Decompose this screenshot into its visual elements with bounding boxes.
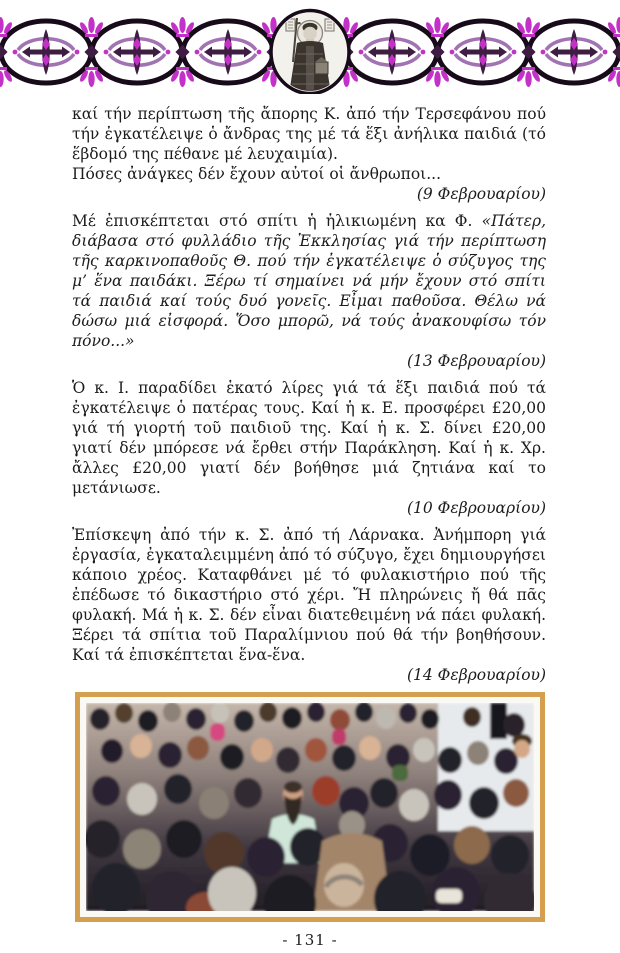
journal-entry: [72, 525, 546, 685]
entry-paragraph: [72, 211, 546, 351]
journal-entries: [72, 104, 546, 685]
entry-lead: Μέ ἐπισκέπτεται στό σπίτι ἡ ἡλικιωμένη κα Φ.: [72, 212, 482, 230]
entry-quote: «Πάτερ, διάβασα στό φυλλάδιο τῆς Ἐκκλησίας γιά τήν περίπτωση τῆς καρκινοπαθοῦς Θ. πού τήν ἐγκατέλειψε ὁ σύζυγος της μ’ ἕνα παιδάκι. Ξέρω τί σημαίνει νά μήν ἔχουν στό σπίτι τά παιδιά καί τούς δυό γονεῖς. Εἶμαι παθοῦσα. Θέλω νά δώσω μιά εἰσφορά. Ὅσο μπορῶ, νά τούς ἀνακουφίσω τόν πόνο...»: [72, 212, 546, 350]
floral-ornament-band-icon: [0, 6, 620, 94]
journal-entry: [72, 211, 546, 371]
entry-paragraph: Ὁ κ. Ι. παραδίδει ἑκατό λίρες γιά τά ἕξι παιδιά πού τά ἐγκατέλειψε ὁ πατέρας τους. Καί ἡ κ. Ε. προσφέρει £20,00 γιά τή γιορτή τοῦ παιδιοῦ της. Καί ἡ κ. Σ. δίνει £20,00 γιατί δέν μπόρεσε νά ἔρθει στήν Παράκληση. Καί ἡ κ. Χρ. ἄλλες £20,00 γιατί δέν βοήθησε μιά ζητιάνα καί το μετάνιωσε.: [72, 379, 546, 497]
entry-paragraph: Πόσες ἀνάγκες δέν ἔχουν αὐτοί οἱ ἄνθρωποι...: [72, 165, 442, 183]
photo-frame: [75, 692, 545, 922]
book-page: [0, 6, 620, 953]
crowd-photo: [86, 703, 534, 911]
page-number: - 131 -: [282, 931, 338, 949]
entry-date: (13 Φεβρουαρίου): [406, 352, 546, 370]
entry-date: (9 Φεβρουαρίου): [416, 185, 546, 203]
journal-entry: [72, 104, 546, 204]
saint-icon: [271, 10, 349, 94]
entry-date: (14 Φεβρουαρίου): [406, 666, 546, 684]
entry-paragraph: καί τήν περίπτωση τῆς ἄπορης Κ. ἀπό τήν Τερσεφάνου πού τήν ἐγκατέλειψε ὁ ἄνδρας της μέ τά ἕξι ἀνήλικα παιδιά (τό ἕβδομό της πέθανε μέ λευχαιμία).: [72, 105, 546, 163]
entry-date: (10 Φεβρουαρίου): [406, 499, 546, 517]
journal-entry: [72, 378, 546, 518]
entry-paragraph: Ἐπίσκεψη ἀπό τήν κ. Σ. ἀπό τή Λάρνακα. Ἀνήμπορη γιά ἐργασία, ἐγκαταλειμμένη ἀπό τό σύζυγο, ἔχει δημιουργήσει κάποιο χρέος. Καταφθάνει μέ τό φυλακιστήριο πού τῆς ἐπέδωσε τό δικαστήριο στό χέρι. Ἤ πληρώνεις ἤ θά πᾶς φυλακή. Μά ἡ κ. Σ. δέν εἶναι διατεθειμένη νά πάει φυλακή. Ξέρει τά σπίτια τοῦ Παραλίμνιου πού θά τήν βοηθήσουν. Καί τά ἐπισκέπτεται ἕνα-ἕνα.: [72, 526, 546, 664]
